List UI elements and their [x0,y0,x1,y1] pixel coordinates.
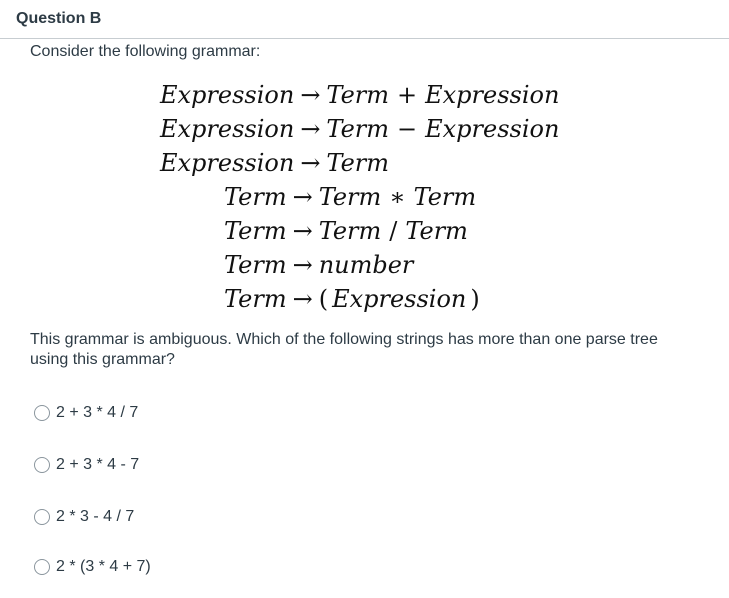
rule-rhs: Term [405,217,468,245]
grammar-rules [30,78,710,318]
grammar-rule [224,216,468,246]
radio-button[interactable] [34,559,50,575]
answer-label: 2 + 3 * 4 - 7 [56,456,140,473]
answer-option-2[interactable] [34,456,139,474]
question-body [30,42,710,368]
question-title: Question B [16,10,102,27]
radio-button[interactable] [34,509,50,525]
grammar-rule [160,114,559,144]
grammar-rule [160,80,559,110]
rule-rhs: number [318,251,414,279]
rule-paren-close: ) [470,285,480,313]
arrow-icon: → [292,285,313,313]
answer-label: 2 + 3 * 4 / 7 [56,404,139,421]
answer-option-3[interactable] [34,508,134,526]
arrow-icon: → [292,217,313,245]
arrow-icon: → [292,183,313,211]
answer-label: 2 * (3 * 4 + 7) [56,558,151,575]
rule-operator: + [397,81,418,109]
rule-rhs: Expression [425,115,560,143]
answer-option-4[interactable] [34,558,151,576]
radio-button[interactable] [34,405,50,421]
radio-button[interactable] [34,457,50,473]
rule-lhs: Term [224,251,287,279]
arrow-icon: → [292,251,313,279]
arrow-icon: → [300,81,321,109]
rule-rhs: Expression [425,81,560,109]
rule-lhs: Expression [160,149,295,177]
rule-lhs: Term [224,183,287,211]
rule-lhs: Term [224,217,287,245]
rule-rhs: Term [413,183,477,211]
rule-paren-open: ( [318,285,329,313]
question-prompt: This grammar is ambiguous. Which of the following strings has more than one parse tree using this grammar? [30,331,658,368]
rule-lhs: Expression [160,115,295,143]
rule-rhs: Term [326,115,389,143]
rule-operator: − [397,115,418,143]
rule-rhs: Expression [332,285,467,313]
answer-label: 2 * 3 - 4 / 7 [56,508,135,525]
grammar-rule [224,284,480,314]
rule-operator: / [389,217,398,245]
grammar-rule [224,250,413,280]
answer-option-1[interactable] [34,404,138,422]
arrow-icon: → [300,115,321,143]
rule-rhs: Term [326,149,389,177]
rule-lhs: Expression [160,81,295,109]
rule-rhs: Term [318,217,382,245]
grammar-rule [224,182,476,212]
rule-operator: ∗ [389,183,406,211]
rule-rhs: Term [318,183,382,211]
question-header [0,0,729,39]
rule-lhs: Term [224,285,287,313]
rule-rhs: Term [326,81,389,109]
grammar-rule [160,148,389,178]
arrow-icon: → [300,149,321,177]
question-intro: Consider the following grammar: [30,43,261,60]
